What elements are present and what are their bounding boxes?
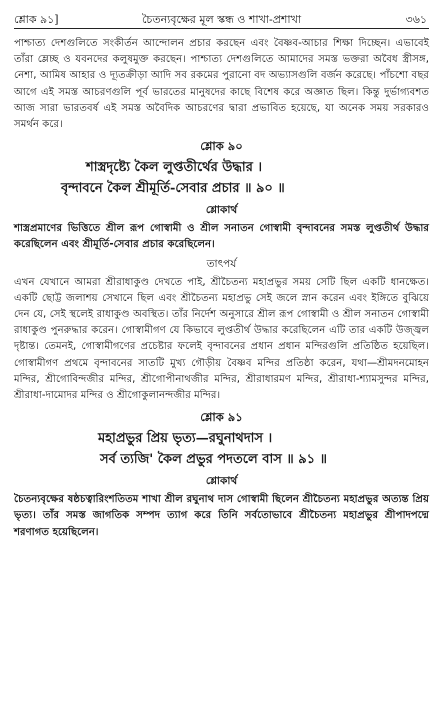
- verse-91-translation: চৈতন্যবৃক্ষের ষষ্ঠচত্বারিংশতিতম শাখা শ্রীল রঘুনাথ দাস গোস্বামী ছিলেন শ্রীচৈতন্য মহাপ্রভুর অত্যন্ত প্রিয় ভৃত্য। তাঁর সমস্ত জাগতিক সম্পদ ত্যাগ করে তিনি সর্বতোভাবে শ্রীচৈতন্য মহাপ্রভুর শ্রীপাদপদ্মে শরণাগত হয়েছিলেন।: [14, 494, 429, 538]
- verse-90-number: শ্লোক ৯০: [200, 139, 243, 154]
- verse-90-line-1: শাস্ত্রদৃষ্ট্যে কৈল লুপ্ততীর্থের উদ্ধার ।: [86, 160, 263, 176]
- continued-purport-paragraph: পাশ্চাত্য দেশগুলিতে সংকীর্তন আন্দোলন প্রচার করছেন এবং বৈষ্ণব-আচার শিক্ষা দিচ্ছেন। এভাবেই তাঁরা ম্লেচ্ছ ও যবনদের কলুষমুক্ত করছেন। পাশ্চাত্য দেশগুলিতে আমাদের সমস্ত ভক্তরা অবৈধ স্ত্রীসঙ্গ, নেশা, আমিষ আহার ও দ্যূতক্রীড়া আদি সব রকমের পুরানো বদ অভ্যাসগুলি বর্জন করেছে। পাঁচশো বছর আগে এই সমস্ত আচরণগুলি পূর্ব ভারতের মানুষদের কাছে বিশেষ করে অজ্ঞাত ছিল। কিন্তু দুর্ভাগ্যবশত আজ সারা ভারতবর্ষ এই সমস্ত অবৈদিক আচরণের দ্বারা প্রভাবিত হয়েছে, যা অনেক সময় সরকারও সমর্থন করে।: [14, 38, 429, 131]
- verse-91-translation-title: শ্লোকার্থ: [205, 475, 238, 488]
- verse-90-purport-title: তাৎপর্য: [206, 257, 237, 270]
- verse-90-translation: শাস্ত্রপ্রমাণের ভিত্তিতে শ্রীল রূপ গোস্বামী ও শ্রীল সনাতন গোস্বামী বৃন্দাবনের সমস্ত লুপ্ততীর্থ উদ্ধার করেছিলেন এবং শ্রীমূর্তি-সেবার প্রচার করেছিলেন।: [14, 223, 429, 251]
- verse-91-line-1: মহাপ্রভুর প্রিয় ভৃত্য—রঘুনাথদাস ।: [98, 431, 273, 447]
- header-chapter-title: চৈতন্যবৃক্ষের মূল স্কন্ধ ও শাখা-প্রশাখা: [141, 13, 302, 26]
- page-header: [14, 8, 429, 29]
- book-page: [14, 8, 429, 698]
- verse-90-translation-title: শ্লোকার্থ: [205, 204, 238, 217]
- verse-90-line-2: বৃন্দাবনে কৈল শ্রীমূর্তি-সেবার প্রচার ॥ ৯০ ॥: [61, 181, 285, 197]
- verse-91-line-2: সর্ব ত্যজি' কৈল প্রভুর পদতলে বাস ॥ ৯১ ॥: [100, 452, 327, 468]
- verse-91-number: শ্লোক ৯১: [200, 410, 243, 425]
- header-verse-ref: শ্লোক ৯১]: [14, 13, 59, 26]
- verse-90-purport: এখন যেখানে আমরা শ্রীরাধাকুণ্ড দেখতে পাই, শ্রীচৈতন্য মহাপ্রভুর সময় সেটি ছিল একটি ধানক্ষেত। একটি ছোট্ট জলাশয় সেখানে ছিল এবং শ্রীচৈতন্য মহাপ্রভু সেই জলে স্নান করেন এবং ইঙ্গিতে বুঝিয়ে দেন যে, সেই স্থলেই রাধাকুণ্ড অবস্থিত। তাঁর নির্দেশ অনুসারে শ্রীল রূপ গোস্বামী ও শ্রীল সনাতন গোস্বামী রাধাকুণ্ড পুনরুদ্ধার করেন। গোস্বামীগণ যে কিভাবে লুপ্ততীর্থ উদ্ধার করেছিলেন এটি তার একটি উজ্জ্বল দৃষ্টান্ত। তেমনই, গোস্বামীগণের প্রচেষ্টার ফলেই বৃন্দাবনের প্রধান প্রধান মন্দিরগুলি প্রতিষ্ঠিত হয়েছিল। গোস্বামীগণ প্রথমে বৃন্দাবনের সাতটি মুখ্য গৌড়ীয় বৈষ্ণব মন্দির প্রতিষ্ঠা করেন, যথা—শ্রীমদনমোহন মন্দির, শ্রীগোবিন্দজীর মন্দির, শ্রীগোপীনাথজীর মন্দির, শ্রীরাধারমণ মন্দির, শ্রীরাধা-শ্যামসুন্দর মন্দির, শ্রীরাধা-দামোদর মন্দির ও শ্রীগোকুলানন্দজীর মন্দির।: [14, 276, 429, 402]
- page-number: ৩৬১: [405, 13, 427, 26]
